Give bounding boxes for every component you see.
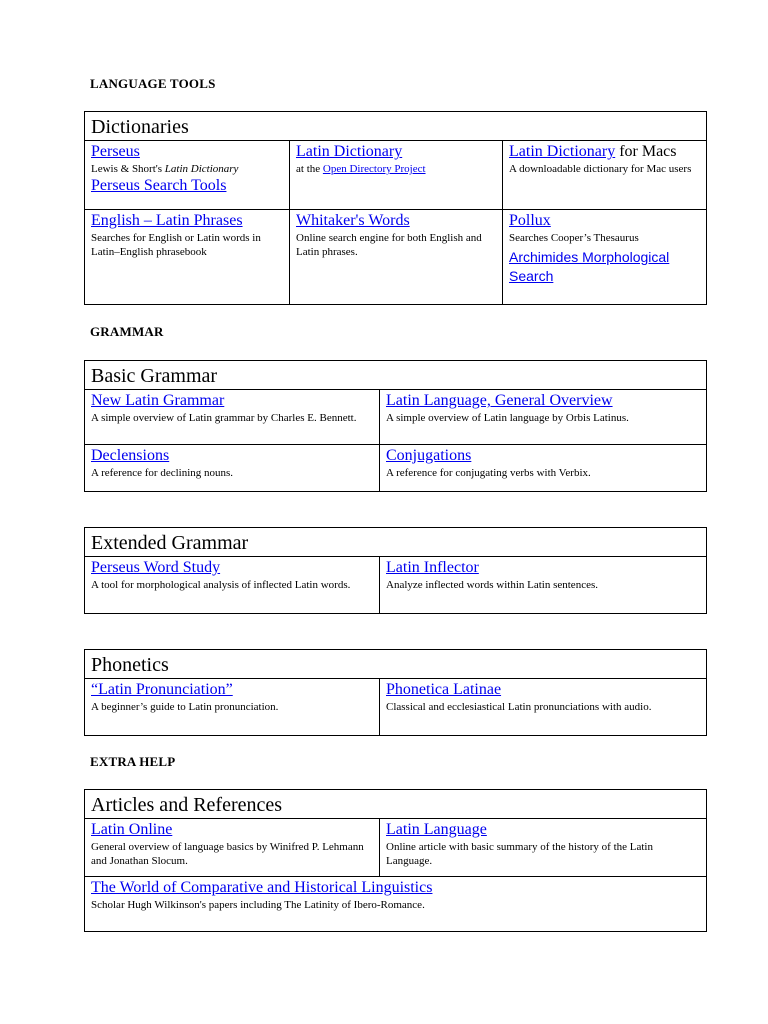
- pronunciation-desc: A beginner’s guide to Latin pronunciation.: [91, 701, 279, 713]
- conjugations-link[interactable]: Conjugations: [386, 447, 472, 464]
- archimides-link[interactable]: Archimides Morphological Search: [509, 249, 670, 284]
- declensions-cell: [85, 445, 380, 492]
- phonetics-table: [84, 649, 707, 736]
- conjugations-desc: A reference for conjugating verbs with Verbix.: [386, 467, 591, 479]
- new-latin-grammar-link[interactable]: New Latin Grammar: [91, 392, 225, 409]
- word-study-cell: [85, 557, 380, 614]
- perseus-desc: [91, 162, 283, 176]
- new-latin-grammar-desc: A simple overview of Latin grammar by Charles E. Bennett.: [91, 412, 357, 424]
- english-latin-cell: [85, 210, 290, 305]
- english-latin-desc: Searches for English or Latin words in Latin–English phrasebook: [91, 232, 261, 258]
- general-overview-link[interactable]: Latin Language, General Overview: [386, 392, 613, 409]
- inflector-desc: Analyze inflected words within Latin sentences.: [386, 579, 598, 591]
- declensions-link[interactable]: Declensions: [91, 447, 170, 464]
- section-heading-extra-help: EXTRA HELP: [90, 754, 176, 769]
- whitakers-desc: Online search engine for both English and Latin phrases.: [296, 232, 482, 258]
- latin-dictionary-mac-link[interactable]: Latin Dictionary: [509, 143, 616, 160]
- perseus-cell: [85, 141, 290, 210]
- pollux-link[interactable]: Pollux: [509, 212, 551, 229]
- latin-online-desc: General overview of language basics by Winifred P. Lehmann and Jonathan Slocum.: [91, 841, 364, 867]
- latin-dictionary-desc: [296, 162, 496, 176]
- phonetica-desc: Classical and ecclesiastical Latin pronunciations with audio.: [386, 701, 652, 713]
- inflector-cell: [380, 557, 707, 614]
- latin-online-link[interactable]: Latin Online: [91, 821, 173, 838]
- articles-title: Articles and References: [85, 790, 707, 819]
- basic-grammar-title: Basic Grammar: [85, 361, 707, 390]
- extended-grammar-table: [84, 527, 707, 614]
- pronunciation-cell: [85, 679, 380, 736]
- perseus-desc-italic: Latin Dictionary: [164, 163, 239, 175]
- perseus-desc-prefix: Lewis & Short's: [91, 163, 165, 175]
- latin-dictionary-link[interactable]: Latin Dictionary: [296, 143, 403, 160]
- phonetica-cell: [380, 679, 707, 736]
- general-overview-cell: [380, 390, 707, 445]
- whitakers-link[interactable]: Whitaker's Words: [296, 212, 410, 229]
- latin-online-cell: [85, 819, 380, 877]
- articles-table: [84, 789, 707, 932]
- conjugations-cell: [380, 445, 707, 492]
- phonetica-link[interactable]: Phonetica Latinae: [386, 681, 502, 698]
- general-overview-desc: A simple overview of Latin language by Orbis Latinus.: [386, 412, 629, 424]
- word-study-desc: A tool for morphological analysis of inflected Latin words.: [91, 579, 351, 591]
- new-latin-grammar-cell: [85, 390, 380, 445]
- basic-grammar-table: [84, 360, 707, 492]
- declensions-desc: A reference for declining nouns.: [91, 467, 234, 479]
- section-heading-language-tools: LANGUAGE TOOLS: [90, 76, 216, 91]
- pronunciation-link[interactable]: “Latin Pronunciation”: [91, 681, 233, 698]
- latin-dictionary-desc-prefix: at the: [296, 163, 323, 175]
- dictionaries-title: Dictionaries: [85, 112, 707, 141]
- whitakers-cell: [290, 210, 503, 305]
- phonetics-title: Phonetics: [85, 650, 707, 679]
- latin-dictionary-cell: [290, 141, 503, 210]
- english-latin-link[interactable]: English – Latin Phrases: [91, 212, 243, 229]
- latin-dictionary-mac-desc: A downloadable dictionary for Mac users: [509, 163, 692, 175]
- section-heading-grammar: GRAMMAR: [90, 324, 164, 339]
- latin-language-desc: Online article with basic summary of the history of the Latin Language.: [386, 841, 653, 867]
- latin-language-cell: [380, 819, 707, 877]
- latin-dictionary-mac-suffix: for Macs: [615, 143, 677, 160]
- perseus-search-tools-link[interactable]: Perseus Search Tools: [91, 177, 227, 194]
- world-linguistics-cell: [85, 877, 707, 932]
- perseus-link[interactable]: Perseus: [91, 143, 140, 160]
- world-linguistics-link[interactable]: The World of Comparative and Historical Linguistics: [91, 879, 433, 896]
- extended-grammar-title: Extended Grammar: [85, 528, 707, 557]
- world-linguistics-desc: Scholar Hugh Wilkinson's papers including The Latinity of Ibero-Romance.: [91, 899, 425, 911]
- word-study-link[interactable]: Perseus Word Study: [91, 559, 221, 576]
- inflector-link[interactable]: Latin Inflector: [386, 559, 479, 576]
- dictionaries-table: [84, 111, 707, 305]
- latin-language-link[interactable]: Latin Language: [386, 821, 487, 838]
- open-directory-link[interactable]: Open Directory Project: [322, 163, 426, 175]
- latin-dictionary-mac-cell: [503, 141, 707, 210]
- pollux-desc: Searches Cooper’s Thesaurus: [509, 232, 639, 244]
- pollux-cell: [503, 210, 707, 305]
